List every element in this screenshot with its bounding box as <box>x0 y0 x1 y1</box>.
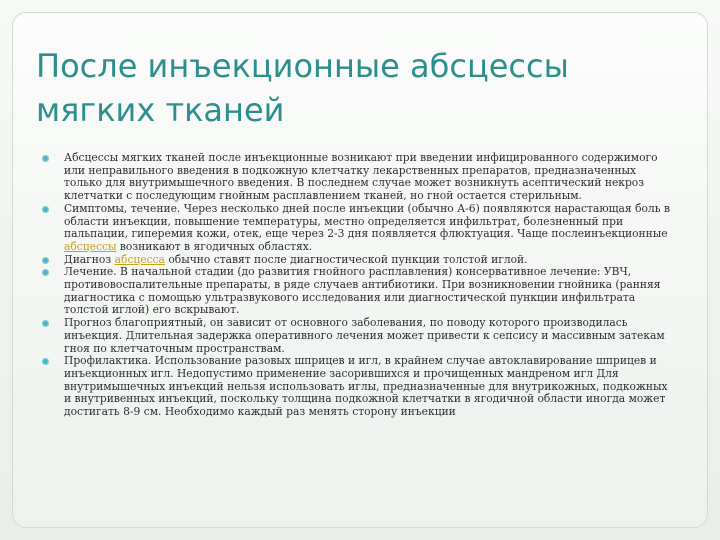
bullet-item <box>42 152 672 203</box>
abscess-link[interactable]: абсцесса <box>114 252 165 266</box>
bullet-dot-icon <box>42 155 49 162</box>
slide-title <box>36 44 676 132</box>
bullet-text: Лечение. В начальной стадии (до развития гнойного расплавления) консервативное лечение: УВЧ, противовоспалительные препараты, в ряде случаев антибиотики. При возникновении гнойника (ранняя диагностика с помощью ультразвукового исследования или диагностической пункции инфильтрата толстой иглой) его вскрывают. <box>64 265 661 317</box>
abscess-link[interactable]: абсцессы <box>64 239 117 253</box>
bullet-text: возникают в ягодичных областях. <box>116 239 313 253</box>
bullet-dot-icon <box>42 206 49 213</box>
bullet-dot-icon <box>42 269 49 276</box>
bullet-text: Абсцессы мягких тканей после инъекционные возникают при введении инфицированного содержимого или неправильного введения в подкожную клетчатку лекарственных препаратов, предназначенных только для внутримышечного введения. В последнем случае может возникнуть асептический некроз клетчатки с последующим гнойным расплавлением тканей, но гной остается стерильным. <box>64 151 658 203</box>
bullet-text: Диагноз <box>64 252 115 266</box>
bullet-item <box>42 317 672 355</box>
bullet-item <box>42 266 672 317</box>
bullet-text: обычно ставят после диагностической пункции толстой иглой. <box>164 252 528 266</box>
bullet-text: Симптомы, течение. Через несколько дней после инъекции (обычно А-6) появляются нарастающая боль в области инъекции, повышение температуры, местно определяется инфильтрат, болезненный при пальпации, гиперемия кожи, отек, еще через 2-3 дня появляется флюктуация. Чаще послеинъекционные <box>64 201 670 241</box>
slide-title-line-2: мягких тканей <box>36 91 285 129</box>
bullet-list <box>42 152 672 419</box>
bullet-dot-icon <box>42 257 49 264</box>
bullet-item <box>42 355 672 419</box>
bullet-text: Прогноз благоприятный, он зависит от основного заболевания, по поводу которого производилась инъекция. Длительная задержка оперативного лечения может привести к сепсису и массивным затекам гноя по клетчаточным пространствам. <box>64 316 665 355</box>
slide-title-line-1: После инъекционные абсцессы <box>36 47 569 85</box>
bullet-item <box>42 203 672 254</box>
bullet-dot-icon <box>42 320 49 327</box>
bullet-dot-icon <box>42 358 49 365</box>
bullet-text: Профилактика. Использование разовых шприцев и игл, в крайнем случае автоклавирование шприцев и инъекционных игл. Недопустимо применение засорившихся и прочищенных мандреном игл Для внутримышечных инъекций нельзя использовать иглы, предназначенные для внутрикожных, подкожных и внутривенных инъекций, поскольку толщина подкожной клетчатки в ягодичной области иногда может достигать 8-9 см. Необходимо каждый раз менять сторону инъекции <box>64 354 668 419</box>
